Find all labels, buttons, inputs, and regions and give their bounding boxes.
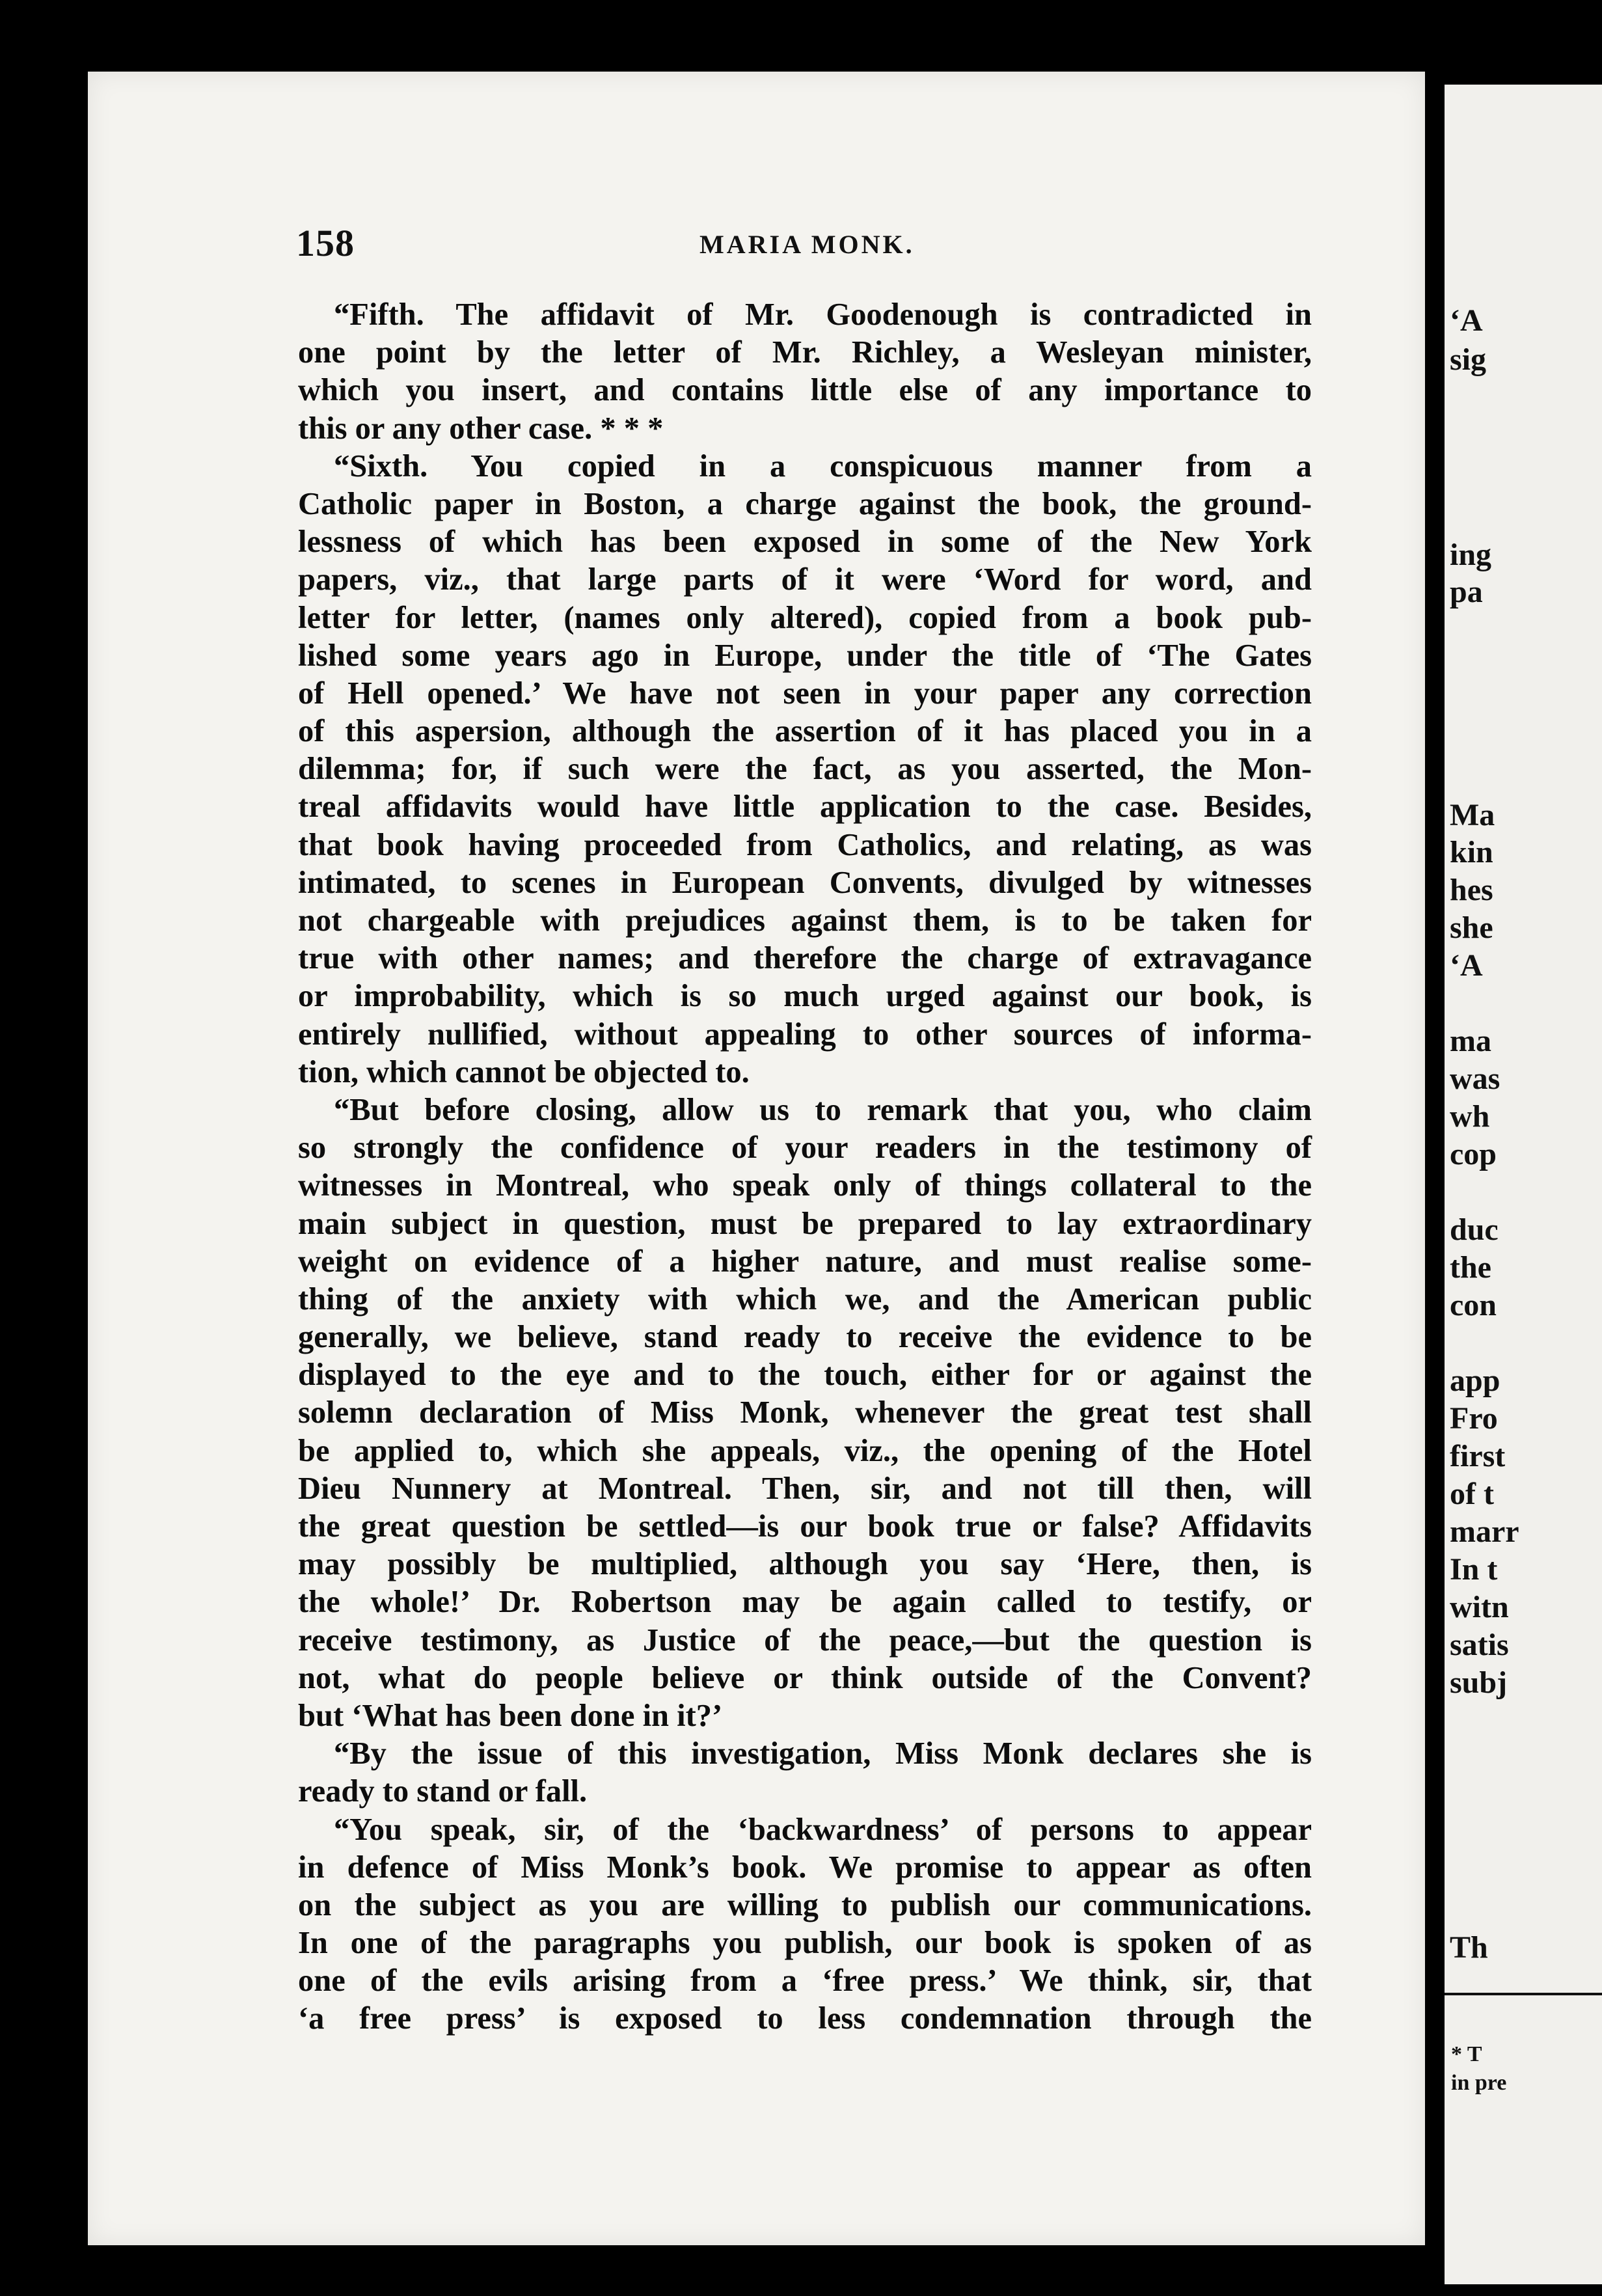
facing-page-fragment: first xyxy=(1450,1439,1506,1473)
facing-page-fragment: in pre xyxy=(1451,2071,1507,2095)
text-line: true with other names; and therefore the charge of extravagance xyxy=(298,941,1312,976)
text-line: thing of the anxiety with which we, and the American public xyxy=(298,1281,1312,1317)
facing-page-fragment: Ma xyxy=(1450,798,1495,832)
facing-page-fragment: subj xyxy=(1450,1665,1508,1700)
text-line: not, what do people believe or think outside of the Convent? xyxy=(298,1660,1312,1695)
text-line: this or any other case. * * * xyxy=(298,411,664,446)
text-line: letter for letter, (names only altered), copied from a book pub- xyxy=(298,600,1312,635)
facing-page-fragment: In t xyxy=(1450,1552,1498,1587)
facing-page-fragment: sig xyxy=(1450,342,1487,377)
text-line: treal affidavits would have little application to the case. Besides, xyxy=(298,789,1312,825)
text-line: entirely nullified, without appealing to other sources of informa- xyxy=(298,1017,1312,1052)
text-line: generally, we believe, stand ready to receive the evidence to be xyxy=(298,1320,1312,1355)
facing-page-fragment: ‘A xyxy=(1450,948,1483,983)
text-line: or improbability, which is so much urged against our book, is xyxy=(298,979,1312,1014)
text-line: “You speak, sir, of the ‘backwardness’ of persons to appear xyxy=(334,1812,1312,1847)
facing-page-edge xyxy=(1445,85,1602,2284)
facing-page-fragment: ‘A xyxy=(1450,303,1483,338)
facing-page-fragment: Th xyxy=(1450,1930,1488,1965)
facing-page-fragment: ing xyxy=(1450,538,1492,572)
text-line: be applied to, which she appeals, viz., the opening of the Hotel xyxy=(298,1433,1312,1468)
text-line: Dieu Nunnery at Montreal. Then, sir, and not till then, will xyxy=(298,1471,1312,1506)
facing-page-fragment: pa xyxy=(1450,575,1483,609)
facing-page-fragment: witn xyxy=(1450,1590,1509,1624)
text-line: lished some years ago in Europe, under the title of ‘The Gates xyxy=(298,638,1312,673)
text-line: “Fifth. The affidavit of Mr. Goodenough is contradicted in xyxy=(334,297,1312,332)
facing-page-fragment: app xyxy=(1450,1363,1500,1398)
facing-page-fragment: con xyxy=(1450,1288,1497,1322)
text-line: main subject in question, must be prepared to lay extraordinary xyxy=(298,1206,1312,1241)
facing-page-fragment: marr xyxy=(1450,1514,1519,1549)
text-line: ‘a free press’ is exposed to less condemnation through the xyxy=(298,2001,1312,2036)
text-line: of Hell opened.’ We have not seen in your paper any correction xyxy=(298,676,1312,711)
running-head xyxy=(296,221,1311,273)
facing-page-fragment: duc xyxy=(1450,1212,1499,1247)
text-line: may possibly be multiplied, although you say ‘Here, then, is xyxy=(298,1547,1312,1582)
text-line: papers, viz., that large parts of it were ‘Word for word, and xyxy=(298,562,1312,597)
text-line: not chargeable with prejudices against them, is to be taken for xyxy=(298,903,1312,938)
text-line: which you insert, and contains little else of any importance to xyxy=(298,373,1312,408)
text-line: “By the issue of this investigation, Miss Monk declares she is xyxy=(334,1736,1312,1771)
facing-page-fragment: hes xyxy=(1450,873,1493,907)
body-text xyxy=(298,296,1312,2038)
text-line: on the subject as you are willing to publish our communications. xyxy=(298,1887,1312,1922)
facing-page-fragment: the xyxy=(1450,1250,1491,1285)
text-line: witnesses in Montreal, who speak only of things collateral to the xyxy=(298,1168,1312,1203)
page-number: 158 xyxy=(296,222,355,264)
text-line: ready to stand or fall. xyxy=(298,1774,588,1809)
text-line: “Sixth. You copied in a conspicuous manner from a xyxy=(334,448,1312,484)
facing-page-fragment: cop xyxy=(1450,1137,1497,1171)
facing-page-fragment: she xyxy=(1450,910,1493,945)
facing-page-fragment: kin xyxy=(1450,835,1493,869)
footnote-rule xyxy=(1445,1993,1602,1995)
text-line: but ‘What has been done in it?’ xyxy=(298,1698,723,1733)
text-line: one point by the letter of Mr. Richley, a Wesleyan minister, xyxy=(298,335,1312,370)
text-line: weight on evidence of a higher nature, and must realise some- xyxy=(298,1244,1312,1279)
text-line: In one of the paragraphs you publish, our book is spoken of as xyxy=(298,1926,1312,1961)
text-line: of this aspersion, although the assertion of it has placed you in a xyxy=(298,714,1312,749)
facing-page-fragment: ma xyxy=(1450,1024,1491,1058)
running-title: MARIA MONK. xyxy=(699,230,915,259)
text-line: the whole!’ Dr. Robertson may be again called to testify, or xyxy=(298,1585,1312,1620)
text-line: in defence of Miss Monk’s book. We promise to appear as often xyxy=(298,1850,1312,1885)
text-line: receive testimony, as Justice of the peace,—but the question is xyxy=(298,1622,1312,1658)
text-line: intimated, to scenes in European Convents, divulged by witnesses xyxy=(298,865,1312,900)
facing-page-fragment: Fro xyxy=(1450,1401,1498,1436)
text-line: lessness of which has been exposed in some of the New York xyxy=(298,525,1312,560)
text-line: so strongly the confidence of your readers in the testimony of xyxy=(298,1130,1312,1166)
facing-page-fragment: of t xyxy=(1450,1477,1494,1511)
facing-page-fragment: wh xyxy=(1450,1099,1490,1134)
text-line: solemn declaration of Miss Monk, whenever the great test shall xyxy=(298,1395,1312,1430)
text-line: Catholic paper in Boston, a charge against the book, the ground- xyxy=(298,486,1312,521)
text-line: displayed to the eye and to the touch, either for or against the xyxy=(298,1358,1312,1393)
facing-page-fragment: * T xyxy=(1451,2042,1482,2066)
text-line: dilemma; for, if such were the fact, as you asserted, the Mon- xyxy=(298,752,1312,787)
facing-page-fragment: was xyxy=(1450,1061,1500,1096)
text-line: the great question be settled—is our book true or false? Affidavits xyxy=(298,1509,1312,1544)
text-line: “But before closing, allow us to remark that you, who claim xyxy=(334,1092,1312,1127)
text-line: that book having proceeded from Catholics, and relating, as was xyxy=(298,827,1312,862)
facing-page-fragment: satis xyxy=(1450,1628,1509,1662)
text-line: one of the evils arising from a ‘free press.’ We think, sir, that xyxy=(298,1963,1312,1999)
text-line: tion, which cannot be objected to. xyxy=(298,1054,750,1089)
